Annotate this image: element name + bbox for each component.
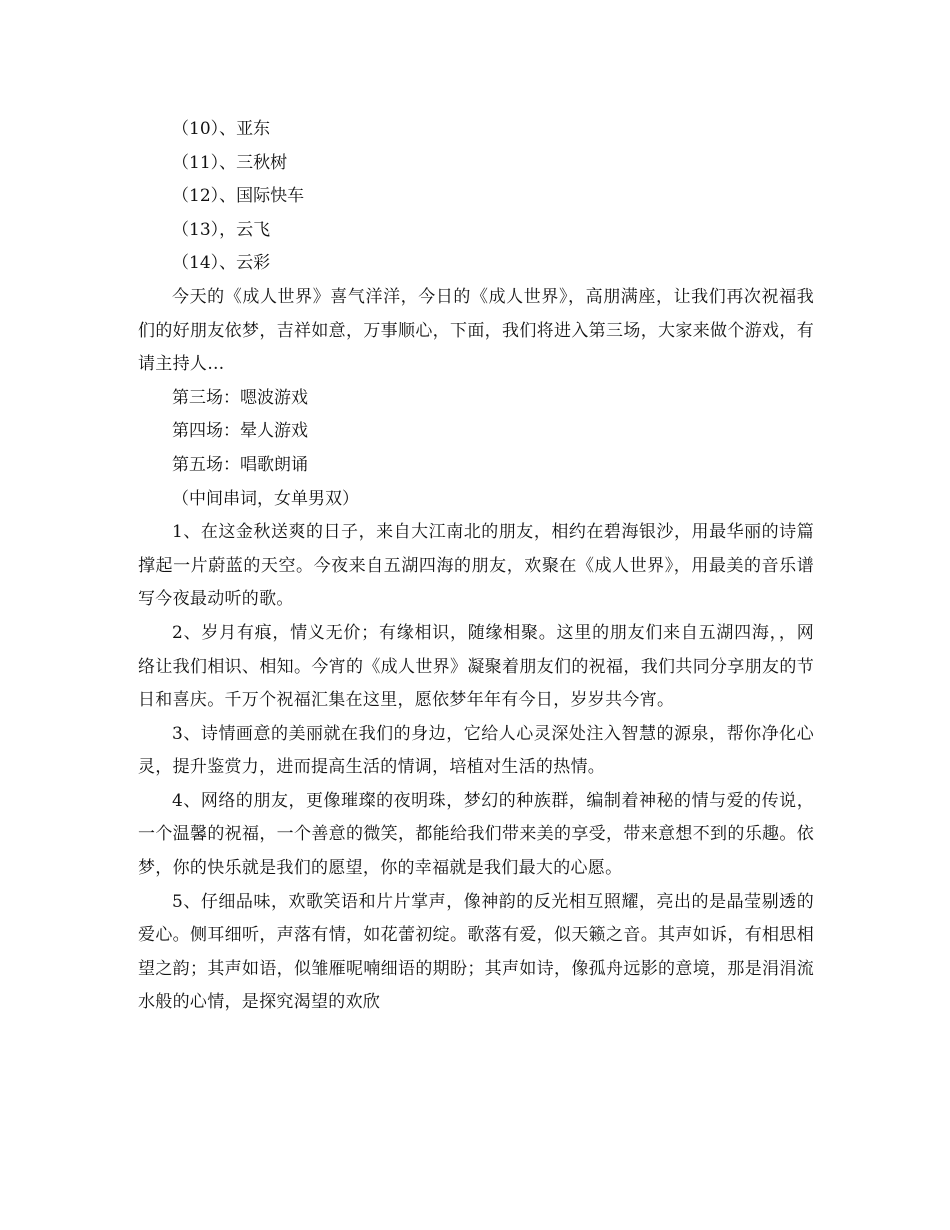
scene-item: 第三场：嗯波游戏 — [172, 387, 308, 408]
document-body — [138, 113, 814, 1020]
intro-paragraph: 今天的《成人世界》喜气洋洋，今日的《成人世界》，高朋满座，让我们再次祝福我们的好朋友依梦，吉祥如意，万事顺心，下面，我们将进入第三场，大家来做个游戏，有请主持人… — [138, 286, 814, 375]
list-item: （11）、三秋树 — [172, 152, 288, 173]
list-item: （14）、云彩 — [172, 253, 271, 274]
list-item: （10）、亚东 — [172, 119, 271, 139]
scene-item: 第五场：唱歌朗诵 — [172, 454, 308, 475]
paragraph: 2、岁月有痕，情义无价；有缘相识，随缘相聚。这里的朋友们来自五湖四海，，网络让我们相识、相知。今宵的《成人世界》凝聚着朋友们的祝福，我们共同分享朋友的节日和喜庆。千万个祝福汇集在这里，愿依梦年年有今日，岁岁共今宵。 — [138, 622, 814, 711]
list-item: （13），云飞 — [172, 219, 271, 240]
scene-item: 第四场：晕人游戏 — [172, 421, 308, 442]
paragraph: 3、诗情画意的美丽就在我们的身边，它给人心灵深处注入智慧的源泉，帮你净化心灵，提升鉴赏力，进而提高生活的情调，培植对生活的热情。 — [138, 723, 814, 778]
interlude-label: （中间串词，女单男双） — [172, 488, 359, 509]
paragraph: 1、在这金秋送爽的日子，来自大江南北的朋友，相约在碧海银沙，用最华丽的诗篇撑起一片蔚蓝的天空。今夜来自五湖四海的朋友，欢聚在《成人世界》，用最美的音乐谱写今夜最动听的歌。 — [138, 522, 814, 610]
list-item: （12）、国际快车 — [172, 186, 305, 207]
paragraph: 5、仔细品味，欢歌笑语和片片掌声，像神韵的反光相互照耀，亮出的是晶莹剔透的爱心。侧耳细听，声落有情，如花蕾初绽。歌落有爱，似天籁之音。其声如诉，有相思相望之韵；其声如语，似雏雁呢喃细语的期盼；其声如诗，像孤舟远影的意境，那是涓涓流水般的心情，是探究渴望的欢欣 — [138, 891, 814, 1013]
paragraph: 4、网络的朋友，更像璀璨的夜明珠，梦幻的种族群，编制着神秘的情与爱的传说，一个温馨的祝福，一个善意的微笑，都能给我们带来美的享受，带来意想不到的乐趣。依梦，你的快乐就是我们的愿望，你的幸福就是我们最大的心愿。 — [138, 790, 814, 879]
